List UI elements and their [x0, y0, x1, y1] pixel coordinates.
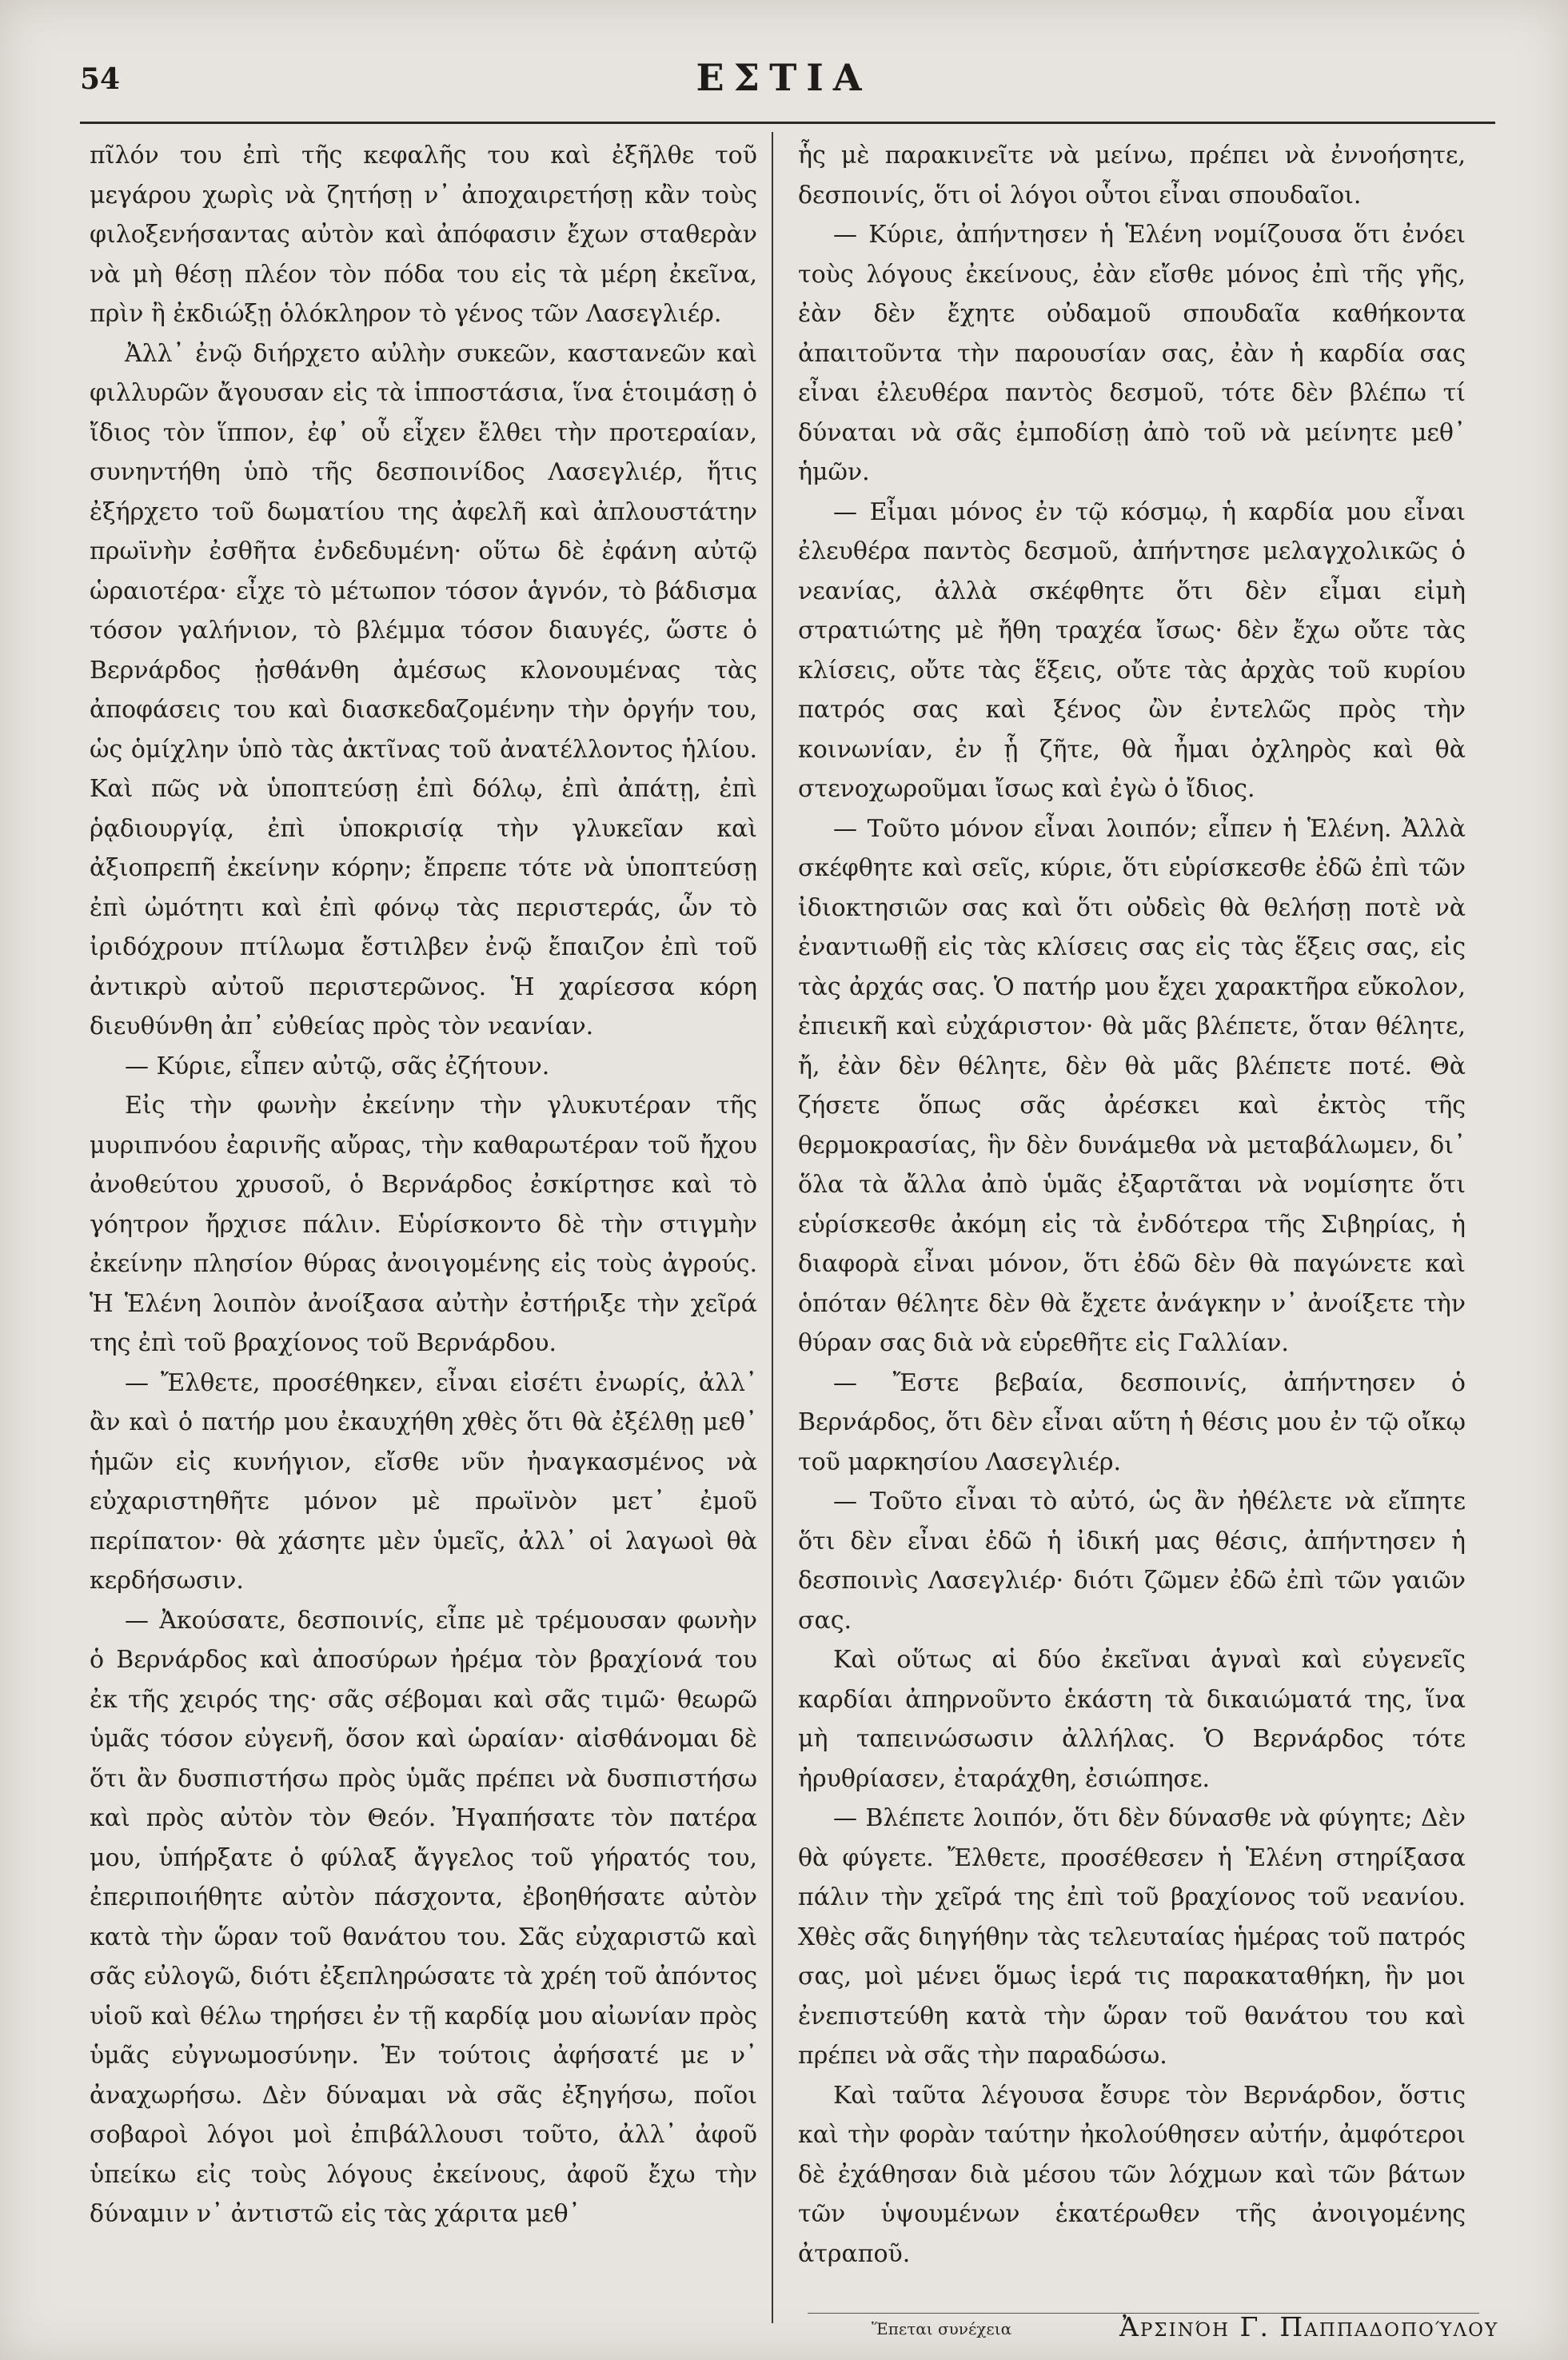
paragraph: Καὶ ταῦτα λέγουσα ἔσυρε τὸν Βερνάρδον, ὅστις καὶ τὴν φορὰν ταύτην ἠκολούθησεν αὐτήν, ἀμφότεροι δὲ ἐχάθησαν διὰ μέσου τῶν λόχμων καὶ τῶν βάτων τῶν ὑψουμένων ἑκατέρωθεν τῆς ἀνοιγομένης ἀτραποῦ.	[798, 2081, 1466, 2268]
paragraph: — Ἔστε βεβαία, δεσποινίς, ἀπήντησεν ὁ Βερνάρδος, ὅτι δὲν εἶναι αὕτη ἡ θέσις μου ἐν τῷ οἴκῳ τοῦ μαρκησίου Λασεγλιέρ.	[798, 1368, 1466, 1476]
continued-note: Ἕπεται συνέχεια	[872, 2319, 1012, 2338]
left-column	[90, 136, 757, 2234]
paragraph: — Ἀκούσατε, δεσποινίς, εἶπε μὲ τρέμουσαν φωνὴν ὁ Βερνάρδος καὶ ἀποσύρων ἠρέμα τὸν βραχίονά του ἐκ τῆς χειρός της· σᾶς σέβομαι καὶ σᾶς τιμῶ· θεωρῶ ὑμᾶς τόσον εὐγενῆ, ὅσον καὶ ὡραίαν· αἰσθάνομαι δὲ ὅτι ἂν δυσπιστήσω πρὸς ὑμᾶς πρέπει νὰ δυσπιστήσω καὶ πρὸς αὐτὸν τὸν Θεόν. Ἠγαπήσατε τὸν πατέρα μου, ὑπήρξατε ὁ φύλαξ ἄγγελος τοῦ γήρατός του, ἐπεριποιήθητε αὐτὸν πάσχοντα, ἐβοηθήσατε αὐτὸν κατὰ τὴν ὥραν τοῦ θανάτου του. Σᾶς εὐχαριστῶ καὶ σᾶς εὐλογῶ, διότι ἐξεπληρώσατε τὰ χρέη τοῦ ἀπόντος υἱοῦ καὶ θέλω τηρήσει ἐν τῇ καρδίᾳ μου αἰωνίαν πρὸς ὑμᾶς εὐγνωμοσύνην. Ἐν τούτοις ἀφήσατέ με ν᾿ ἀναχωρήσω. Δὲν δύναμαι νὰ σᾶς ἐξηγήσω, ποῖοι σοβαροὶ λόγοι μοὶ ἐπιβάλλουσι τοῦτο, ἀλλ᾿ ἀφοῦ ὑπείκω εἰς τοὺς λόγους ἐκείνους, ἀφοῦ ἔχω τὴν δύναμιν ν᾿ ἀντιστῶ εἰς τὰς χάριτα μεθ᾿	[90, 1606, 757, 2228]
paragraph: πῖλόν του ἐπὶ τῆς κεφαλῆς του καὶ ἐξῆλθε τοῦ μεγάρου χωρὶς νὰ ζητήσῃ ν᾿ ἀποχαιρετήσῃ κἂν τοὺς φιλοξενήσαντας αὐτὸν καὶ ἀπόφασιν ἔχων σταθερὰν νὰ μὴ θέσῃ πλέον τὸν πόδα του εἰς τὰ μέρη ἐκεῖνα, πρὶν ἢ ἐκδιώξῃ ὁλόκληρον τὸ γένος τῶν Λασεγλιέρ.	[90, 142, 757, 328]
column-divider	[772, 132, 773, 2323]
paragraph: — Κύριε, ἀπήντησεν ἡ Ἑλένη νομίζουσα ὅτι ἐνόει τοὺς λόγους ἐκείνους, ἐὰν εἴσθε μόνος ἐπὶ τῆς γῆς, ἐὰν δὲν ἔχητε οὐδαμοῦ σπουδαῖα καθήκοντα ἀπαιτοῦντα τὴν παρουσίαν σας, ἐὰν ἡ καρδία σας εἶναι ἐλευθέρα παντὸς δεσμοῦ, τότε δὲν βλέπω τί δύναται νὰ σᾶς ἐμποδίσῃ ἀπὸ τοῦ νὰ μείνητε μεθ᾿ ἡμῶν.	[798, 221, 1466, 486]
paragraph: — Τοῦτο μόνον εἶναι λοιπόν; εἶπεν ἡ Ἑλένη. Ἀλλὰ σκέφθητε καὶ σεῖς, κύριε, ὅτι εὑρίσκεσθε ἐδῶ ἐπὶ τῶν ἰδιοκτησιῶν σας καὶ ὅτι οὐδεὶς θὰ θελήσῃ ποτὲ νὰ ἐναντιωθῇ εἰς τὰς κλίσεις σας εἰς τὰς ἕξεις σας, εἰς τὰς ἀρχάς σας. Ὁ πατήρ μου ἔχει χαρακτῆρα εὔκολον, ἐπιεικῆ καὶ εὐχάριστον· θὰ μᾶς βλέπετε, ὅταν θέλητε, ἤ, ἐὰν δὲν θέλητε, δὲν θὰ μᾶς βλέπετε ποτέ. Θὰ ζήσετε ὅπως σᾶς ἀρέσκει καὶ ἐκτὸς τῆς θερμοκρασίας, ἣν δὲν δυνάμεθα νὰ μεταβάλωμεν, δι᾿ ὅλα τὰ ἄλλα ἀπὸ ὑμᾶς ἐξαρτᾶται νὰ νομίσητε ὅτι εὑρίσκεσθε ἀκόμη εἰς τὰ ἐνδότερα τῆς Σιβηρίας, ἡ διαφορὰ εἶναι μόνον, ὅτι ἐδῶ δὲν θὰ παγώνετε καὶ ὁπόταν θέλητε δὲν θὰ ἔχετε ἀνάγκην ν᾿ ἀνοίξετε τὴν θύραν σας διὰ νὰ εὑρεθῆτε εἰς Γαλλίαν.	[798, 814, 1466, 1357]
page-header	[80, 48, 1487, 104]
paragraph: — Εἶμαι μόνος ἐν τῷ κόσμῳ, ἡ καρδία μου εἶναι ἐλευθέρα παντὸς δεσμοῦ, ἀπήντησε μελαγχολικῶς ὁ νεανίας, ἀλλὰ σκέφθητε ὅτι δὲν εἶμαι εἰμὴ στρατιώτης μὲ ἤθη τραχέα ἴσως· δὲν ἔχω οὔτε τὰς κλίσεις, οὔτε τὰς ἕξεις, οὔτε τὰς ἀρχὰς τοῦ κυρίου πατρός σας καὶ ξένος ὢν ἐντελῶς πρὸς τὴν κοινωνίαν, ἐν ᾗ ζῆτε, θὰ ἦμαι ὀχληρὸς καὶ θὰ στενοχωροῦμαι ἴσως καὶ ἐγὼ ὁ ἴδιος.	[798, 497, 1466, 803]
paragraph: — Βλέπετε λοιπόν, ὅτι δὲν δύνασθε νὰ φύγητε; Δὲν θὰ φύγετε. Ἔλθετε, προσέθεσεν ἡ Ἑλένη στηρίξασα πάλιν τὴν χεῖρά της ἐπὶ τοῦ βραχίονος τοῦ νεανίου. Χθὲς σᾶς διηγήθην τὰς τελευταίας ἡμέρας τοῦ πατρός σας, μοὶ μένει ὅμως ἱερά τις παρακαταθήκη, ἣν μοι ἐνεπιστεύθη κατὰ τὴν ὥραν τοῦ θανάτου του καὶ πρέπει νὰ σᾶς τὴν παραδώσω.	[798, 1804, 1466, 2070]
paragraph: Καὶ οὕτως αἱ δύο ἐκεῖναι ἁγναὶ καὶ εὐγενεῖς καρδίαι ἀπηρνοῦντο ἑκάστη τὰ δικαιώματά της, ἵνα μὴ ταπεινώσωσιν ἀλλήλας. Ὁ Βερνάρδος τότε ἠρυθρίασεν, ἐταράχθη, ἐσιώπησε.	[798, 1646, 1466, 1793]
paragraph: Εἰς τὴν φωνὴν ἐκείνην τὴν γλυκυτέραν τῆς μυριπνόου ἐαρινῆς αὔρας, τὴν καθαρωτέραν τοῦ ἤχου ἀνοθεύτου χρυσοῦ, ὁ Βερνάρδος ἐσκίρτησε καὶ τὸ γόητρον ἤρχισε πάλιν. Εὑρίσκοντο δὲ τὴν στιγμὴν ἐκείνην πλησίον θύρας ἀνοιγομένης εἰς τοὺς ἀγρούς. Ἡ Ἑλένη λοιπὸν ἀνοίξασα αὐτὴν ἐστήριξε τὴν χεῖρά της ἐπὶ τοῦ βραχίονος τοῦ Βερνάρδου.	[90, 1092, 757, 1357]
paragraph: — Τοῦτο εἶναι τὸ αὐτό, ὡς ἂν ἠθέλετε νὰ εἴπητε ὅτι δὲν εἶναι ἐδῶ ἡ ἰδική μας θέσις, ἀπήντησεν ἡ δεσποινὶς Λασεγλιέρ· διότι ζῶμεν ἐδῶ ἐπὶ τῶν γαιῶν σας.	[798, 1487, 1466, 1635]
paragraph: Ἀλλ᾿ ἐνῷ διήρχετο αὐλὴν συκεῶν, καστανεῶν καὶ φιλλυρῶν ἄγουσαν εἰς τὰ ἱπποστάσια, ἵνα ἑτοιμάσῃ ὁ ἴδιος τὸν ἵππον, ἐφ᾿ οὗ εἶχεν ἔλθει τὴν προτεραίαν, συνηντήθη ὑπὸ τῆς δεσποινίδος Λασεγλιέρ, ἥτις ἐξήρχετο τοῦ δωματίου της ἀφελῆ καὶ ἀπλουστάτην πρωϊνὴν ἐσθῆτα ἐνδεδυμένη· οὕτω δὲ ἐφάνη αὐτῷ ὡραιοτέρα· εἶχε τὸ μέτωπον τόσον ἁγνόν, τὸ βάδισμα τόσον γαλήνιον, τὸ βλέμμα τόσον διαυγές, ὥστε ὁ Βερνάρδος ᾐσθάνθη ἀμέσως κλονουμένας τὰς ἀποφάσεις του καὶ διασκεδαζομένην τὴν ὀργήν του, ὡς ὁμίχλην ὑπὸ τὰς ἀκτῖνας τοῦ ἀνατέλλοντος ἡλίου. Καὶ πῶς νὰ ὑποπτεύσῃ ἐπὶ δόλῳ, ἐπὶ ἀπάτῃ, ἐπὶ ῥᾳδιουργίᾳ, ἐπὶ ὑποκρισίᾳ τὴν γλυκεῖαν καὶ ἀξιοπρεπῆ ἐκείνην κόρην; ἔπρεπε τότε νὰ ὑποπτεύσῃ ἐπὶ ὠμότητι καὶ ἐπὶ φόνῳ τὰς περιστεράς, ὧν τὸ ἰριδόχρουν πτίλωμα ἔστιλβεν ἐνῷ ἔπαιζον ἐπὶ τοῦ ἀντικρὺ αὐτοῦ περιστερῶνος. Ἡ χαρίεσσα κόρη διευθύνθη ἀπ᾿ εὐθείας πρὸς τὸν νεανίαν.	[90, 339, 757, 1040]
page-number: 54	[80, 62, 121, 96]
header-rule	[80, 122, 1495, 124]
right-column	[798, 136, 1466, 2274]
journal-title: ΕΣΤΙΑ	[696, 56, 872, 99]
paragraph: — Κύριε, εἶπεν αὐτῷ, σᾶς ἐζήτουν.	[125, 1052, 550, 1080]
paragraph: ἧς μὲ παρακινεῖτε νὰ μείνω, πρέπει νὰ ἐννοήσητε, δεσποινίς, ὅτι οἱ λόγοι οὗτοι εἶναι σπουδαῖοι.	[798, 142, 1466, 210]
author-signature: Ἀρσινόη Γ. Παππαδοπούλου	[1119, 2311, 1499, 2342]
paragraph: — Ἔλθετε, προσέθηκεν, εἶναι εἰσέτι ἐνωρίς, ἀλλ᾿ ἂν καὶ ὁ πατήρ μου ἐκαυχήθη χθὲς ὅτι θὰ ἐξέλθῃ μεθ᾿ ἡμῶν εἰς κυνήγιον, εἴσθε νῦν ἠναγκασμένος νὰ εὐχαριστηθῆτε μόνον μὲ πρωϊνὸν μετ᾿ ἐμοῦ περίπατον· θὰ χάσητε μὲν ὑμεῖς, ἀλλ᾿ οἱ λαγωοὶ θὰ κερδήσωσιν.	[90, 1368, 757, 1595]
